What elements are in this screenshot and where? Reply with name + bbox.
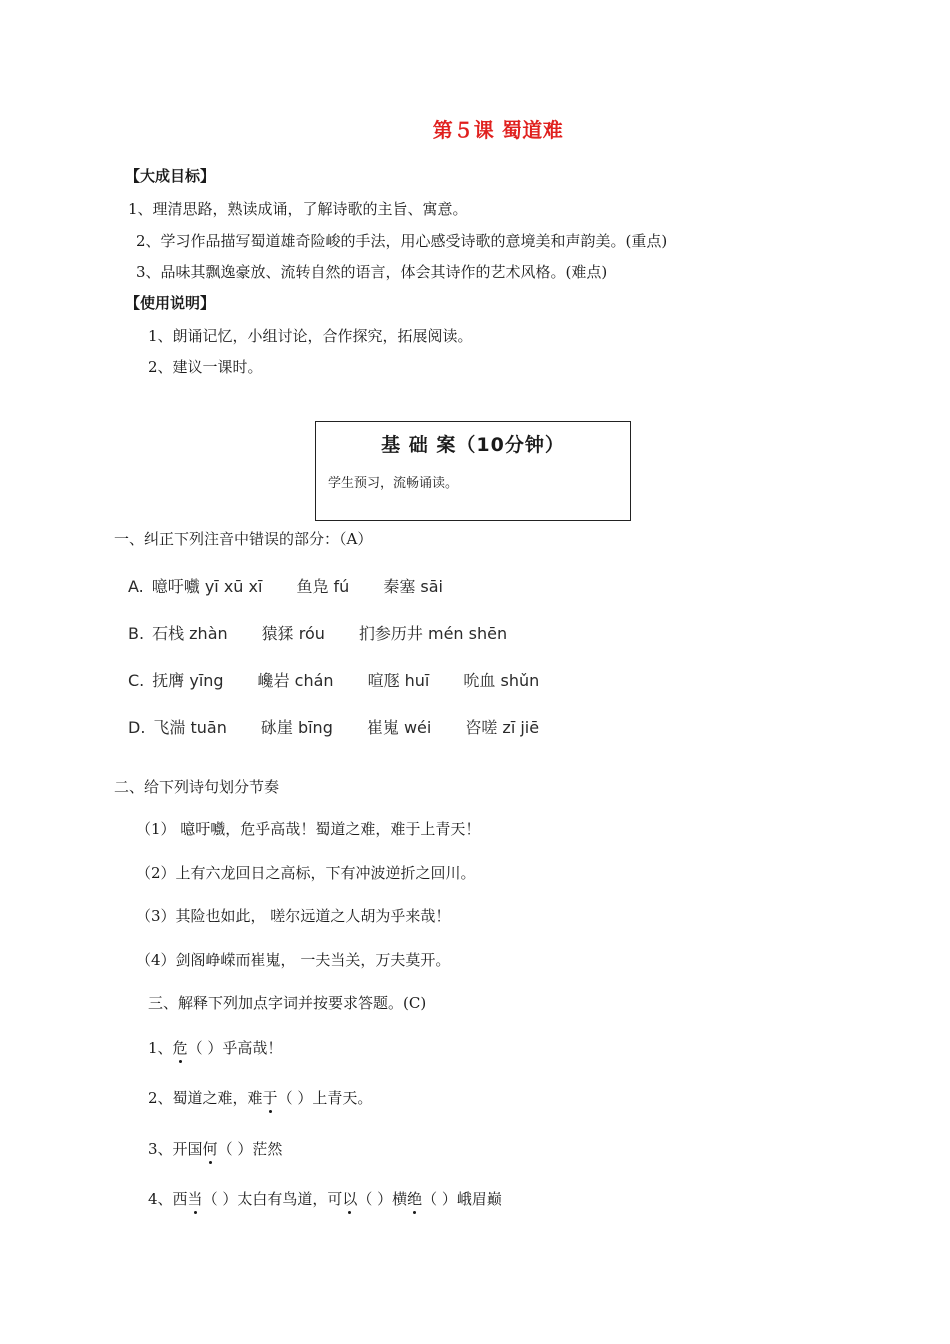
option-label: A.	[128, 577, 144, 596]
page-title: 第５课 蜀道难	[432, 118, 564, 142]
question-2-heading: 二、给下列诗句划分节奏	[114, 778, 280, 796]
option-label: C.	[128, 671, 145, 690]
option-b	[128, 621, 541, 644]
dotted-char: 于	[262, 1089, 278, 1107]
item-prefix: 1、	[148, 1039, 173, 1057]
poem-line-1: （1） 噫吁嚱，危乎高哉！蜀道之难，难于上青天！	[136, 820, 481, 838]
dotted-char: 绝	[407, 1190, 423, 1208]
option-a	[128, 574, 477, 597]
option-item: 飞湍 tuān	[153, 718, 227, 737]
option-item: 抚膺 yīng	[152, 671, 224, 690]
explain-item-1	[148, 1037, 282, 1058]
goal-item-1: 1、理清思路，熟读成诵，了解诗歌的主旨、寓意。	[128, 200, 468, 218]
option-item: 崔嵬 wéi	[366, 718, 432, 737]
item-prefix: 3、开国	[148, 1140, 203, 1158]
item-suffix: （ ）上青天。	[277, 1089, 373, 1107]
dotted-char: 以	[342, 1190, 358, 1208]
question-3-heading: 三、解释下列加点字词并按要求答题。(C)	[148, 994, 427, 1012]
option-label: B.	[128, 624, 145, 643]
option-item: 猿猱 róu	[261, 624, 325, 643]
poem-line-4: （4）剑阁峥嵘而崔嵬， 一夫当关，万夫莫开。	[136, 951, 451, 969]
usage-item-1: 1、朗诵记忆，小组讨论，合作探究，拓展阅读。	[148, 327, 473, 345]
option-item: 喧豗 huī	[367, 671, 430, 690]
explain-item-2	[148, 1087, 372, 1108]
goals-heading: 【大成目标】	[125, 167, 216, 185]
option-item: 巉岩 chán	[257, 671, 334, 690]
option-d	[128, 715, 573, 738]
option-item: 石栈 zhàn	[152, 624, 228, 643]
basic-section-text: 学生预习，流畅诵读。	[328, 476, 459, 491]
option-item: 扪参历井 mén shēn	[358, 624, 508, 643]
dotted-char: 当	[187, 1190, 203, 1208]
item-middle: （ ）横	[357, 1190, 408, 1208]
option-c	[128, 668, 573, 691]
item-suffix: （ ）茫然	[217, 1140, 283, 1158]
option-item: 鱼凫 fú	[296, 577, 350, 596]
usage-heading: 【使用说明】	[125, 294, 216, 312]
dotted-char: 危	[172, 1039, 188, 1057]
item-prefix: 4、西	[148, 1190, 188, 1208]
explain-item-4	[148, 1188, 502, 1209]
explain-item-3	[148, 1138, 282, 1159]
option-item: 噫吁嚱 yī xū xī	[151, 577, 263, 596]
option-item: 秦塞 sāi	[383, 577, 444, 596]
item-suffix: （ ）峨眉巅	[422, 1190, 502, 1208]
option-item: 咨嗟 zī jiē	[465, 718, 540, 737]
item-suffix: （ ）乎高哉！	[187, 1039, 283, 1057]
option-item: 砯崖 bīng	[260, 718, 333, 737]
item-prefix: 2、蜀道之难，难	[148, 1089, 263, 1107]
poem-line-3: （3）其险也如此， 嗟尔远道之人胡为乎来哉！	[136, 907, 451, 925]
item-middle: （ ）太白有鸟道，可	[202, 1190, 343, 1208]
goal-item-3: 3、品味其飘逸豪放、流转自然的语言，体会其诗作的艺术风格。(难点)	[136, 263, 608, 281]
goal-item-2: 2、学习作品描写蜀道雄奇险峻的手法，用心感受诗歌的意境美和声韵美。(重点)	[136, 232, 668, 250]
option-label: D.	[128, 718, 146, 737]
basic-section-title: 基 础 案（10分钟）	[381, 434, 565, 456]
option-item: 吮血 shǔn	[463, 671, 540, 690]
basic-section-box	[315, 421, 631, 521]
question-1-heading: 一、纠正下列注音中错误的部分：（A）	[114, 530, 373, 548]
dotted-char: 何	[202, 1140, 218, 1158]
usage-item-2: 2、建议一课时。	[148, 358, 263, 376]
poem-line-2: （2）上有六龙回日之高标，下有冲波逆折之回川。	[136, 864, 476, 882]
